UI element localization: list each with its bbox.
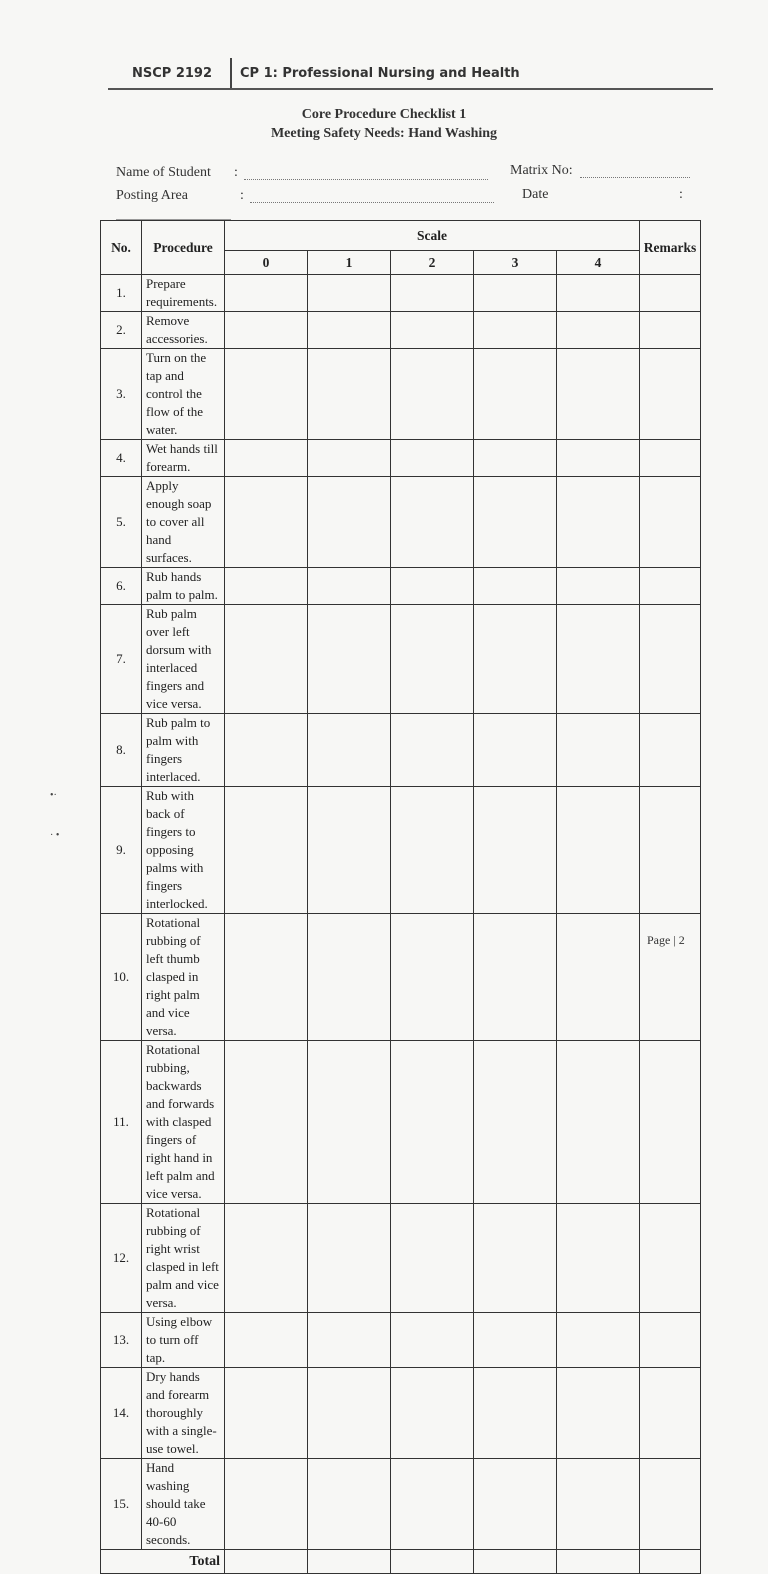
matrix-no-label: Matrix No: bbox=[510, 163, 573, 178]
table-row bbox=[101, 1459, 701, 1550]
table-row bbox=[101, 312, 701, 349]
total-score-2[interactable] bbox=[391, 1550, 474, 1574]
col-procedure-header: Procedure bbox=[142, 221, 225, 275]
remarks-cell[interactable] bbox=[640, 477, 701, 568]
scale-4-cell[interactable] bbox=[557, 605, 640, 714]
scale-3-cell[interactable] bbox=[474, 714, 557, 787]
scale-1-cell[interactable] bbox=[308, 1204, 391, 1313]
student-name-field[interactable] bbox=[244, 179, 488, 180]
remarks-cell[interactable] bbox=[640, 568, 701, 605]
remarks-cell[interactable] bbox=[640, 605, 701, 714]
row-number: 2. bbox=[101, 312, 142, 349]
course-code: NSCP 2192 bbox=[132, 66, 213, 81]
remarks-cell[interactable] bbox=[640, 349, 701, 440]
scan-mark: •· bbox=[50, 790, 57, 801]
total-score-0[interactable] bbox=[225, 1550, 308, 1574]
scale-0-cell[interactable] bbox=[225, 605, 308, 714]
remarks-cell[interactable] bbox=[640, 440, 701, 477]
row-number: 11. bbox=[101, 1041, 142, 1204]
scale-2-cell[interactable] bbox=[391, 1368, 474, 1459]
scale-1-cell[interactable] bbox=[308, 1459, 391, 1550]
scale-3-cell[interactable] bbox=[474, 914, 557, 1041]
page-header bbox=[108, 58, 713, 90]
table-row bbox=[101, 714, 701, 787]
table-row bbox=[101, 914, 701, 1041]
scale-1-cell[interactable] bbox=[308, 477, 391, 568]
table-row bbox=[101, 275, 701, 312]
scale-4-cell[interactable] bbox=[557, 714, 640, 787]
scale-0-header: 0 bbox=[225, 251, 308, 275]
table-row bbox=[101, 1368, 701, 1459]
scale-0-cell[interactable] bbox=[225, 477, 308, 568]
scale-2-cell[interactable] bbox=[391, 1459, 474, 1550]
scale-3-cell[interactable] bbox=[474, 312, 557, 349]
row-number: 6. bbox=[101, 568, 142, 605]
col-scale-header: Scale bbox=[225, 221, 640, 251]
total-score-4[interactable] bbox=[557, 1550, 640, 1574]
scale-4-cell[interactable] bbox=[557, 349, 640, 440]
procedure-step: Hand washing should take 40-60 seconds. bbox=[142, 1459, 225, 1550]
remarks-cell[interactable] bbox=[640, 1459, 701, 1550]
posting-area-colon: : bbox=[240, 188, 244, 203]
row-number: 1. bbox=[101, 275, 142, 312]
scale-1-cell[interactable] bbox=[308, 275, 391, 312]
procedure-step: Rub palm over left dorsum with interlaced fingers and vice versa. bbox=[142, 605, 225, 714]
total-score-3[interactable] bbox=[474, 1550, 557, 1574]
header-divider bbox=[230, 58, 232, 88]
date-field[interactable] bbox=[560, 201, 670, 202]
scale-2-cell[interactable] bbox=[391, 914, 474, 1041]
row-number: 4. bbox=[101, 440, 142, 477]
posting-area-label: Posting Area bbox=[116, 188, 188, 203]
scale-4-cell[interactable] bbox=[557, 312, 640, 349]
scale-1-cell[interactable] bbox=[308, 312, 391, 349]
remarks-cell[interactable] bbox=[640, 1204, 701, 1313]
row-number: 10. bbox=[101, 914, 142, 1041]
date-label: Date bbox=[522, 187, 549, 202]
remarks-cell[interactable] bbox=[640, 787, 701, 914]
scale-0-cell[interactable] bbox=[225, 914, 308, 1041]
scale-2-cell[interactable] bbox=[391, 349, 474, 440]
scale-4-cell[interactable] bbox=[557, 1459, 640, 1550]
scale-3-cell[interactable] bbox=[474, 1041, 557, 1204]
remarks-cell[interactable] bbox=[640, 1041, 701, 1204]
scale-4-cell[interactable] bbox=[557, 1313, 640, 1368]
total-remarks[interactable] bbox=[640, 1550, 701, 1574]
scale-1-cell[interactable] bbox=[308, 349, 391, 440]
scale-4-cell[interactable] bbox=[557, 477, 640, 568]
total-score-1[interactable] bbox=[308, 1550, 391, 1574]
scale-2-cell[interactable] bbox=[391, 275, 474, 312]
procedure-step: Rotational rubbing, backwards and forwards with clasped fingers of right hand in left palm and vice versa. bbox=[142, 1041, 225, 1204]
scale-1-cell[interactable] bbox=[308, 914, 391, 1041]
scale-4-cell[interactable] bbox=[557, 1041, 640, 1204]
row-number: 12. bbox=[101, 1204, 142, 1313]
procedure-step: Dry hands and forearm thoroughly with a single-use towel. bbox=[142, 1368, 225, 1459]
scale-2-cell[interactable] bbox=[391, 477, 474, 568]
scale-3-cell[interactable] bbox=[474, 787, 557, 914]
row-number: 3. bbox=[101, 349, 142, 440]
scale-0-cell[interactable] bbox=[225, 787, 308, 914]
row-number: 13. bbox=[101, 1313, 142, 1368]
scale-2-cell[interactable] bbox=[391, 714, 474, 787]
scale-1-cell[interactable] bbox=[308, 1041, 391, 1204]
scale-3-cell[interactable] bbox=[474, 605, 557, 714]
scale-4-header: 4 bbox=[557, 251, 640, 275]
scale-2-header: 2 bbox=[391, 251, 474, 275]
scale-0-cell[interactable] bbox=[225, 568, 308, 605]
checklist-subtitle: Meeting Safety Needs: Hand Washing bbox=[270, 126, 498, 141]
scale-0-cell[interactable] bbox=[225, 1459, 308, 1550]
scale-1-cell[interactable] bbox=[308, 1368, 391, 1459]
table-row bbox=[101, 605, 701, 714]
scale-3-cell[interactable] bbox=[474, 275, 557, 312]
scale-0-cell[interactable] bbox=[225, 312, 308, 349]
remarks-cell[interactable] bbox=[640, 1313, 701, 1368]
procedure-step: Rub with back of fingers to opposing palms with fingers interlocked. bbox=[142, 787, 225, 914]
student-name-label: Name of Student bbox=[116, 165, 211, 180]
scale-3-header: 3 bbox=[474, 251, 557, 275]
scale-1-cell[interactable] bbox=[308, 605, 391, 714]
scale-4-cell[interactable] bbox=[557, 787, 640, 914]
table-row bbox=[101, 349, 701, 440]
scale-0-cell[interactable] bbox=[225, 1313, 308, 1368]
scale-3-cell[interactable] bbox=[474, 1368, 557, 1459]
col-remarks-header: Remarks bbox=[640, 221, 701, 275]
matrix-no-field[interactable] bbox=[580, 177, 690, 178]
scale-0-cell[interactable] bbox=[225, 1368, 308, 1459]
scale-3-cell[interactable] bbox=[474, 1313, 557, 1368]
scale-0-cell[interactable] bbox=[225, 275, 308, 312]
procedure-step: Turn on the tap and control the flow of the water. bbox=[142, 349, 225, 440]
procedure-step: Rub palm to palm with fingers interlaced. bbox=[142, 714, 225, 787]
scale-1-cell[interactable] bbox=[308, 714, 391, 787]
table-row bbox=[101, 1313, 701, 1368]
scale-3-cell[interactable] bbox=[474, 568, 557, 605]
procedure-step: Rotational rubbing of right wrist clasped in left palm and vice versa. bbox=[142, 1204, 225, 1313]
row-number: 9. bbox=[101, 787, 142, 914]
row-number: 15. bbox=[101, 1459, 142, 1550]
scale-1-cell[interactable] bbox=[308, 440, 391, 477]
total-row bbox=[101, 1550, 701, 1574]
scale-2-cell[interactable] bbox=[391, 1041, 474, 1204]
scale-1-cell[interactable] bbox=[308, 1313, 391, 1368]
scale-2-cell[interactable] bbox=[391, 1204, 474, 1313]
table-row bbox=[101, 440, 701, 477]
posting-area-field[interactable] bbox=[250, 202, 494, 203]
table-row bbox=[101, 568, 701, 605]
row-number: 7. bbox=[101, 605, 142, 714]
remarks-cell[interactable] bbox=[640, 275, 701, 312]
procedure-step: Prepare requirements. bbox=[142, 275, 225, 312]
scale-4-cell[interactable] bbox=[557, 440, 640, 477]
checklist-table bbox=[100, 220, 701, 1574]
table-header-row bbox=[101, 221, 701, 251]
scale-3-cell[interactable] bbox=[474, 1204, 557, 1313]
procedure-step: Rub hands palm to palm. bbox=[142, 568, 225, 605]
scan-mark: · • bbox=[50, 830, 60, 841]
procedure-step: Wet hands till forearm. bbox=[142, 440, 225, 477]
scale-0-cell[interactable] bbox=[225, 1041, 308, 1204]
row-number: 8. bbox=[101, 714, 142, 787]
procedure-step: Using elbow to turn off tap. bbox=[142, 1313, 225, 1368]
procedure-step: Apply enough soap to cover all hand surfaces. bbox=[142, 477, 225, 568]
remarks-cell[interactable] bbox=[640, 1368, 701, 1459]
table-row bbox=[101, 477, 701, 568]
scale-4-cell[interactable] bbox=[557, 275, 640, 312]
row-number: 5. bbox=[101, 477, 142, 568]
scale-0-cell[interactable] bbox=[225, 714, 308, 787]
scale-4-cell[interactable] bbox=[557, 568, 640, 605]
checklist-title: Core Procedure Checklist 1 bbox=[301, 107, 467, 122]
scale-2-cell[interactable] bbox=[391, 1313, 474, 1368]
scale-2-cell[interactable] bbox=[391, 605, 474, 714]
total-label: Total bbox=[101, 1550, 225, 1574]
remarks-cell[interactable] bbox=[640, 714, 701, 787]
scale-2-cell[interactable] bbox=[391, 568, 474, 605]
scale-1-header: 1 bbox=[308, 251, 391, 275]
col-no-header: No. bbox=[101, 221, 142, 275]
procedure-step: Rotational rubbing of left thumb clasped in right palm and vice versa. bbox=[142, 914, 225, 1041]
table-row bbox=[101, 787, 701, 914]
scale-0-cell[interactable] bbox=[225, 1204, 308, 1313]
table-row bbox=[101, 1204, 701, 1313]
scale-4-cell[interactable] bbox=[557, 914, 640, 1041]
table-row bbox=[101, 1041, 701, 1204]
scale-3-cell[interactable] bbox=[474, 349, 557, 440]
scale-3-cell[interactable] bbox=[474, 440, 557, 477]
row-number: 14. bbox=[101, 1368, 142, 1459]
scale-3-cell[interactable] bbox=[474, 477, 557, 568]
scale-2-cell[interactable] bbox=[391, 787, 474, 914]
remarks-cell[interactable] bbox=[640, 312, 701, 349]
scale-0-cell[interactable] bbox=[225, 349, 308, 440]
scale-3-cell[interactable] bbox=[474, 1459, 557, 1550]
scale-1-cell[interactable] bbox=[308, 787, 391, 914]
scale-2-cell[interactable] bbox=[391, 440, 474, 477]
procedure-step: Remove accessories. bbox=[142, 312, 225, 349]
course-title: CP 1: Professional Nursing and Health bbox=[240, 66, 520, 81]
scale-4-cell[interactable] bbox=[557, 1368, 640, 1459]
scale-0-cell[interactable] bbox=[225, 440, 308, 477]
scale-2-cell[interactable] bbox=[391, 312, 474, 349]
scale-1-cell[interactable] bbox=[308, 568, 391, 605]
date-colon: : bbox=[679, 187, 683, 202]
page-number: Page | 2 bbox=[647, 933, 685, 947]
scale-4-cell[interactable] bbox=[557, 1204, 640, 1313]
student-name-colon: : bbox=[234, 165, 238, 180]
